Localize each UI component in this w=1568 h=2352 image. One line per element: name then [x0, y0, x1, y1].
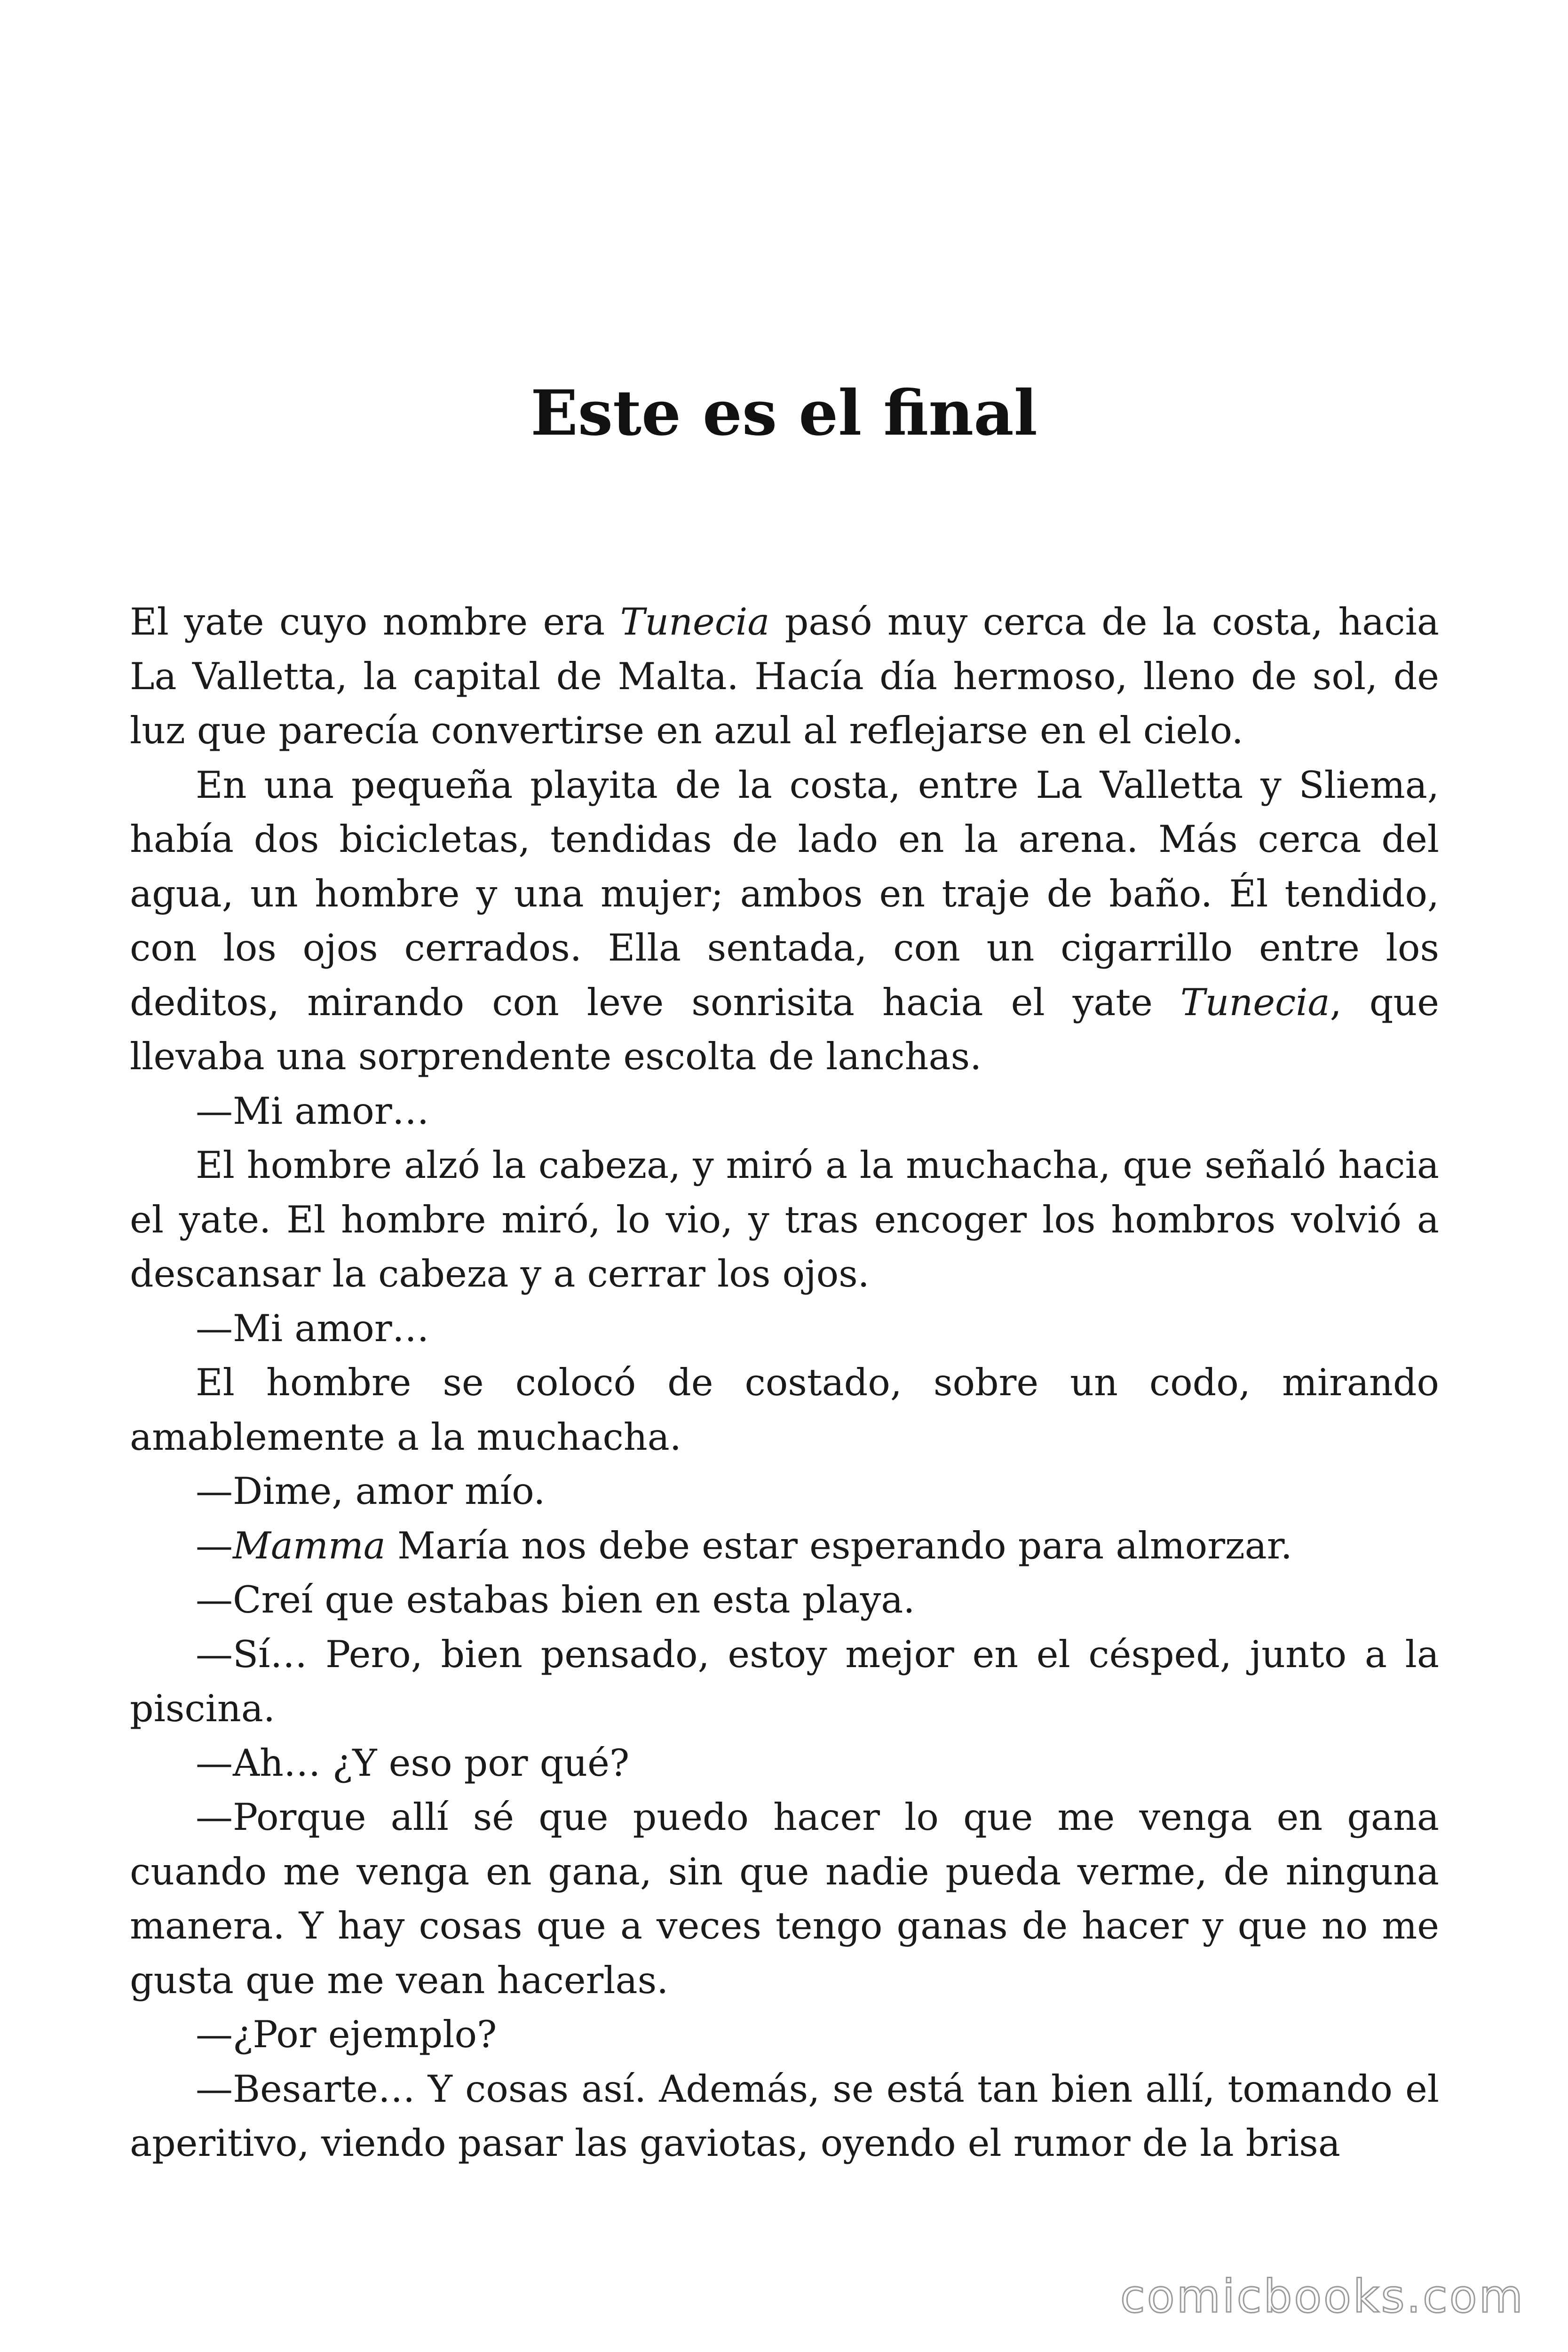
text-run: —Mi amor… — [196, 1089, 429, 1133]
paragraph — [130, 2062, 1439, 2171]
text-run: María nos debe estar esperando para almorzar. — [385, 1524, 1292, 1567]
text-run: —Sí… Pero, bien pensado, estoy mejor en el césped, junto a la piscina. — [130, 1632, 1439, 1730]
text-run: pasó muy cerca de la costa, hacia La Valletta, la capital de Malta. Hacía día hermoso, lleno de sol, de luz que parecía convertirse en azul al reflejarse en el cielo. — [130, 600, 1439, 752]
paragraph — [130, 1084, 1439, 1139]
text-run: El yate cuyo nombre era — [130, 600, 620, 644]
text-run: —Mi amor… — [196, 1306, 429, 1350]
text-run: —Dime, amor mío. — [196, 1470, 546, 1513]
paragraph — [130, 2008, 1439, 2062]
paragraph — [130, 1302, 1439, 1356]
italic-word: Mamma — [233, 1524, 386, 1567]
book-title-italic: Tunecia — [1180, 980, 1330, 1024]
text-run: —Creí que estabas bien en esta playa. — [196, 1578, 915, 1621]
text-run: , que llevaba una sorprendente escolta de lanchas. — [130, 980, 1439, 1078]
text-run: —Besarte… Y cosas así. Además, se está tan bien allí, tomando el aperitivo, viendo pasar las gaviotas, oyendo el rumor de la brisa — [130, 2067, 1439, 2165]
body-text — [130, 595, 1439, 2171]
paragraph — [130, 1790, 1439, 2008]
paragraph — [130, 1356, 1439, 1464]
paragraph — [130, 595, 1439, 758]
paragraph — [130, 758, 1439, 1084]
text-run: En una pequeña playita de la costa, entre La Valletta y Sliema, había dos bicicletas, tendidas de lado en la arena. Más cerca del agua, un hombre y una mujer; ambos en traje de baño. Él tendido, con los ojos cerrados. Ella sentada, con un cigarrillo entre los deditos, mirando con leve sonrisita hacia el yate — [130, 763, 1439, 1024]
watermark-logo: comicbooks.com — [1120, 2270, 1525, 2323]
text-run: El hombre alzó la cabeza, y miró a la muchacha, que señaló hacia el yate. El hombre miró, lo vio, y tras encoger los hombros volvió a descansar la cabeza y a cerrar los ojos. — [130, 1144, 1439, 1295]
text-run: —Porque allí sé que puedo hacer lo que me venga en gana cuando me venga en gana, sin que nadie pueda verme, de ninguna manera. Y hay cosas que a veces tengo ganas de hacer y que no me gusta que me vean hacerlas. — [130, 1796, 1439, 2002]
text-run: —¿Por ejemplo? — [196, 2013, 497, 2056]
book-title-italic: Tunecia — [620, 600, 770, 644]
paragraph — [130, 1519, 1439, 1573]
paragraph — [130, 1573, 1439, 1628]
paragraph — [130, 1736, 1439, 1791]
paragraph — [130, 1138, 1439, 1302]
text-run: El hombre se colocó de costado, sobre un codo, mirando amablemente a la muchacha. — [130, 1361, 1439, 1459]
paragraph — [130, 1628, 1439, 1736]
paragraph — [130, 1464, 1439, 1519]
text-run: —Ah… ¿Y eso por qué? — [196, 1741, 630, 1785]
text-run: — — [196, 1524, 233, 1567]
chapter-title: Este es el final — [531, 377, 1037, 450]
